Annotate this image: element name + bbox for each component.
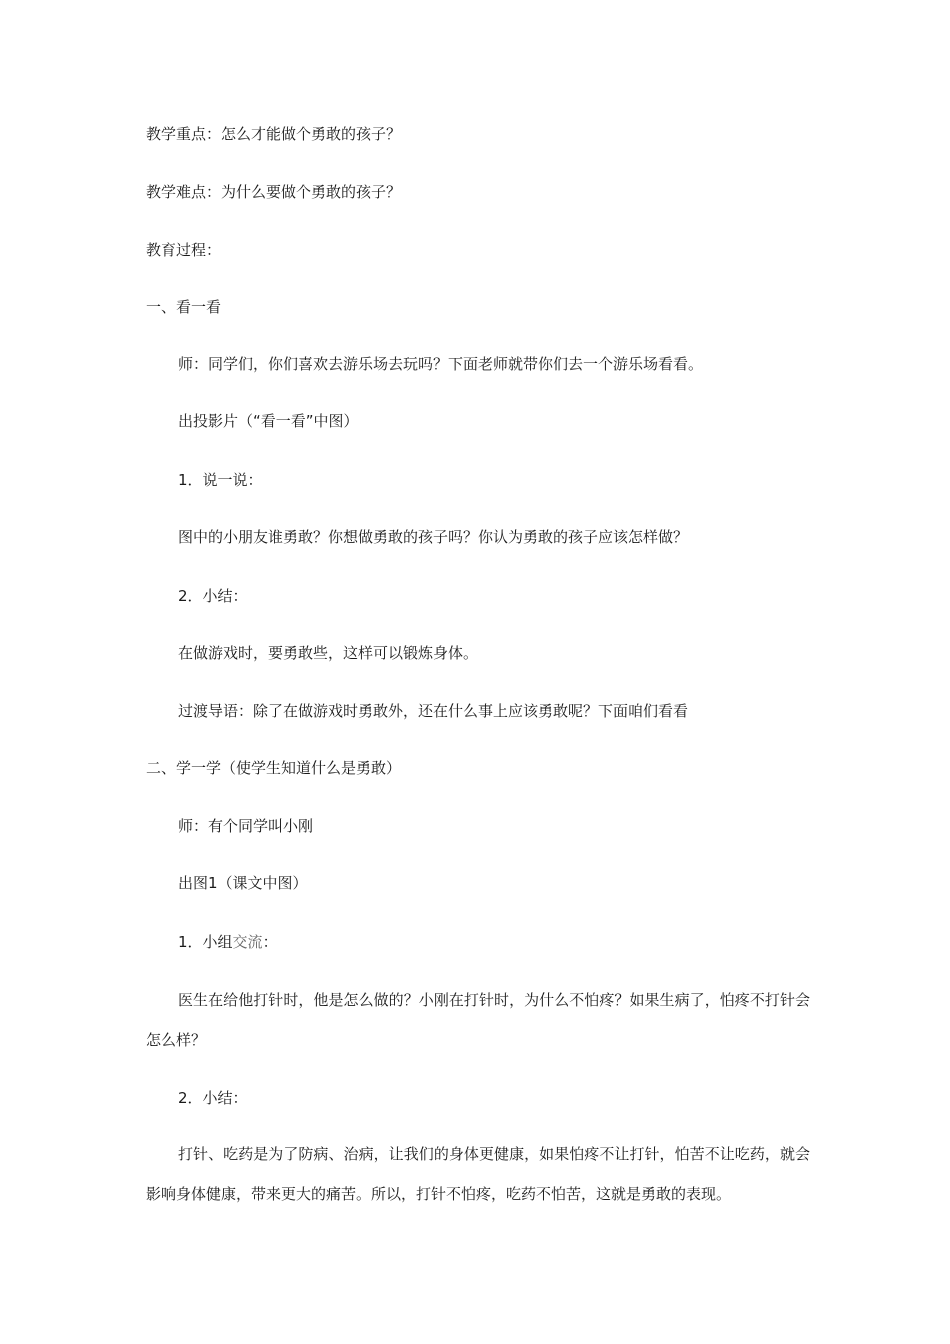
summary-heading-2: 2．小结： [178,1089,248,1107]
summary-paragraph-2: 打针、吃药是为了防病、治病，让我们的身体更健康，如果怕疼不让打针，怕苦不让吃药，就会影响身体健康，带来更大的痛苦。所以，打针不怕疼，吃药不怕苦，这就是勇敢的表现。 [146,1145,810,1203]
doctor-question-paragraph: 医生在给他打针时，他是怎么做的？小刚在打针时，为什么不怕疼？如果生病了，怕疼不打针会怎么样？ [146,991,810,1049]
step-say-line: 1．说一说： [178,471,263,489]
summary-heading-1: 2．小结： [178,587,248,605]
group-discussion-word: 交流 [232,933,263,951]
group-discussion-colon: ： [262,933,278,951]
teacher-intro-line: 师：同学们，你们喜欢去游乐场去玩吗？下面老师就带你们去一个游乐场看看。 [178,355,704,373]
slide-line: 出投影片（“看一看”中图） [178,412,359,430]
question-line: 图中的小朋友谁勇敢？你想做勇敢的孩子吗？你认为勇敢的孩子应该怎样做？ [178,528,689,546]
teacher-xiaogang-line: 师：有个同学叫小刚 [178,817,314,835]
teaching-focus-line: 教学重点：怎么才能做个勇敢的孩子？ [146,125,402,143]
section-two-heading: 二、学一学（使学生知道什么是勇敢） [146,759,402,777]
section-one-heading: 一、看一看 [146,298,222,316]
teaching-difficulty-line: 教学难点：为什么要做个勇敢的孩子？ [146,183,402,201]
summary-text-1: 在做游戏时，要勇敢些，这样可以锻炼身体。 [178,644,479,662]
transition-line: 过渡导语：除了在做游戏时勇敢外，还在什么事上应该勇敢呢？下面咱们看看 [178,702,689,720]
group-discussion-line [178,932,278,952]
group-discussion-prefix: 1．小组 [178,933,233,951]
process-heading: 教育过程： [146,241,222,259]
figure-one-line: 出图1（课文中图） [178,874,308,892]
